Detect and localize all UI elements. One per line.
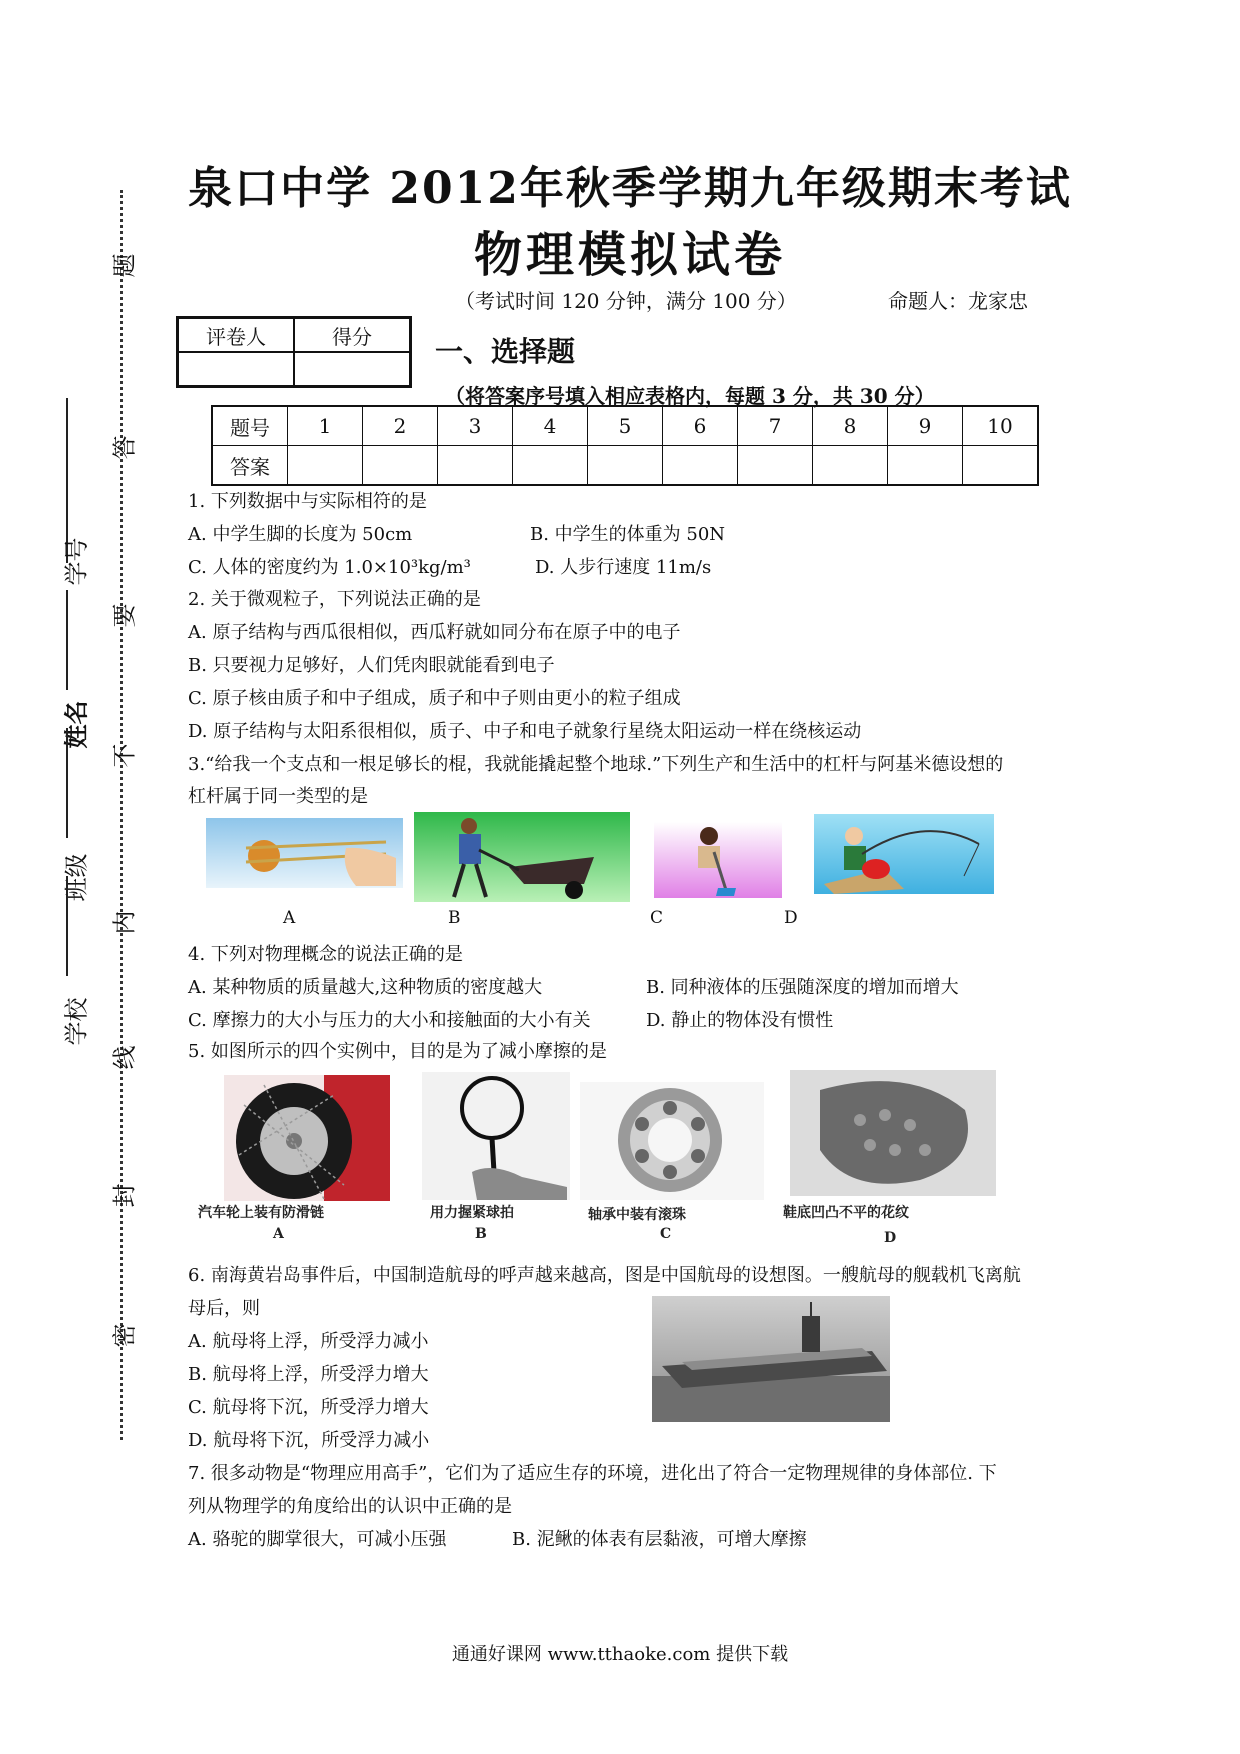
q5-label-d: D	[884, 1230, 897, 1246]
score-cell[interactable]	[294, 352, 411, 387]
score-col-label: 得分	[294, 318, 411, 353]
q4-option-a: A. 某种物质的质量越大,这种物质的密度越大	[188, 977, 543, 998]
q1-stem: 1. 下列数据中与实际相符的是	[188, 491, 427, 512]
binding-label-ti: 题	[110, 253, 139, 278]
exam-info: （考试时间 120 分钟，满分 100 分）	[455, 289, 797, 313]
answer-cell[interactable]	[888, 446, 963, 486]
q3-picture-d-fishing	[814, 814, 994, 894]
q4-option-c: C. 摩擦力的大小与压力的大小和接触面的大小有关	[188, 1010, 591, 1031]
name-line	[66, 590, 68, 690]
q1-option-c: C. 人体的密度约为 1.0×10³kg/m³	[188, 557, 471, 578]
answer-table	[211, 405, 1039, 486]
q1-option-d: D. 人步行速度 11m/s	[535, 557, 712, 578]
q3-label-a: A	[283, 908, 296, 928]
class-line	[66, 728, 68, 838]
school-label: 学校	[62, 997, 91, 1046]
q5-label-c: C	[660, 1226, 672, 1242]
binding-label-feng: 封	[110, 1183, 139, 1208]
binding-label-xian: 线	[110, 1045, 139, 1070]
q5-label-a: A	[273, 1226, 284, 1242]
q3-label-c: C	[650, 908, 664, 928]
q6-option-a: A. 航母将上浮，所受浮力减小	[188, 1331, 429, 1352]
q6-picture-aircraft-carrier	[652, 1296, 890, 1422]
q5-picture-a-tire-chain	[224, 1075, 390, 1201]
grader-cell[interactable]	[178, 352, 295, 387]
q1-option-b: B. 中学生的体重为 50N	[530, 524, 726, 545]
answer-cell[interactable]	[288, 446, 363, 486]
q6-stem-line2: 母后，则	[188, 1298, 260, 1319]
q5-picture-c-bearing	[580, 1082, 764, 1200]
binding-label-mi: 密	[110, 1323, 139, 1348]
question-number: 3	[438, 406, 513, 446]
q3-picture-b-wheelbarrow	[414, 812, 630, 902]
question-number: 9	[888, 406, 963, 446]
q6-option-c: C. 航母将下沉，所受浮力增大	[188, 1397, 429, 1418]
question-number: 6	[663, 406, 738, 446]
q5-label-b: B	[475, 1226, 487, 1242]
q6-stem-line1: 6. 南海黄岩岛事件后，中国制造航母的呼声越来越高，图是中国航母的设想图。一艘航母的舰载机飞离航	[188, 1265, 1021, 1286]
section-heading: 一、选择题	[435, 335, 576, 368]
q5-caption-c: 轴承中装有滚珠	[588, 1207, 686, 1223]
q1-option-a: A. 中学生脚的长度为 50cm	[188, 524, 413, 545]
grader-col-label: 评卷人	[178, 318, 295, 353]
question-number: 10	[963, 406, 1039, 446]
q2-stem: 2. 关于微观粒子，下列说法正确的是	[188, 589, 481, 610]
binding-label-nei: 内	[110, 910, 139, 935]
q3-stem-line1: 3.“给我一个支点和一根足够长的棍，我就能撬起整个地球.”下列生产和生活中的杠杆与阿基米德设想的	[188, 754, 1004, 775]
answer-cell[interactable]	[738, 446, 813, 486]
school-line	[66, 876, 68, 976]
question-number: 4	[513, 406, 588, 446]
answer-table-row2-label: 答案	[212, 446, 288, 486]
q6-option-d: D. 航母将下沉，所受浮力减小	[188, 1430, 430, 1451]
exam-author: 命题人：龙家忠	[888, 289, 1028, 313]
q2-option-c: C. 原子核由质子和中子组成，质子和中子则由更小的粒子组成	[188, 688, 681, 709]
binding-label-yao: 要	[110, 603, 139, 628]
student-id-label: 学号	[62, 537, 91, 586]
answer-cell[interactable]	[963, 446, 1039, 486]
class-label: 班级	[62, 853, 91, 902]
binding-dotted-line	[120, 190, 123, 1440]
answer-table-row1-label: 题号	[212, 406, 288, 446]
q6-option-b: B. 航母将上浮，所受浮力增大	[188, 1364, 429, 1385]
answer-cell[interactable]	[663, 446, 738, 486]
answer-cell[interactable]	[363, 446, 438, 486]
q5-stem: 5. 如图所示的四个实例中，目的是为了减小摩擦的是	[188, 1041, 607, 1062]
q5-picture-b-racket	[422, 1072, 570, 1200]
q5-picture-d-shoe-sole	[790, 1070, 996, 1196]
q7-option-a: A. 骆驼的脚掌很大，可减小压强	[188, 1529, 447, 1550]
question-number: 1	[288, 406, 363, 446]
question-number: 8	[813, 406, 888, 446]
answer-cell[interactable]	[513, 446, 588, 486]
answer-cell[interactable]	[813, 446, 888, 486]
answer-cell[interactable]	[438, 446, 513, 486]
grader-table	[176, 316, 412, 388]
q5-caption-d: 鞋底凹凸不平的花纹	[783, 1205, 909, 1221]
page-subtitle: 物理模拟试卷	[473, 227, 786, 283]
section-instruction: （将答案序号填入相应表格内，每题 3 分，共 30 分）	[445, 384, 935, 408]
q4-stem: 4. 下列对物理概念的说法正确的是	[188, 944, 463, 965]
q4-option-d: D. 静止的物体没有惯性	[646, 1010, 834, 1031]
q4-option-b: B. 同种液体的压强随深度的增加而增大	[646, 977, 959, 998]
q3-stem-line2: 杠杆属于同一类型的是	[188, 786, 368, 807]
question-number: 7	[738, 406, 813, 446]
q3-picture-c-broom	[654, 822, 782, 898]
binding-label-da: 答	[110, 435, 139, 460]
q7-stem-line2: 列从物理学的角度给出的认识中正确的是	[188, 1496, 512, 1517]
question-number: 2	[363, 406, 438, 446]
page-footer: 通通好课网 www.tthaoke.com 提供下载	[451, 1644, 789, 1665]
q3-picture-a-chopsticks	[206, 818, 403, 888]
binding-label-bu: 不	[110, 743, 139, 768]
q5-caption-a: 汽车轮上装有防滑链	[198, 1205, 324, 1221]
q3-label-d: D	[784, 908, 798, 928]
q2-option-b: B. 只要视力足够好，人们凭肉眼就能看到电子	[188, 655, 555, 676]
name-label: 姓名	[61, 700, 91, 749]
q5-caption-b: 用力握紧球拍	[430, 1205, 514, 1221]
q7-stem-line1: 7. 很多动物是“物理应用高手”，它们为了适应生存的环境，进化出了符合一定物理规律的身体部位. 下	[188, 1463, 997, 1484]
q7-option-b: B. 泥鳅的体表有层黏液，可增大摩擦	[512, 1529, 807, 1550]
q2-option-d: D. 原子结构与太阳系很相似，质子、中子和电子就象行星绕太阳运动一样在绕核运动	[188, 721, 862, 742]
q3-label-b: B	[448, 908, 461, 928]
answer-cell[interactable]	[588, 446, 663, 486]
question-number: 5	[588, 406, 663, 446]
q2-option-a: A. 原子结构与西瓜很相似，西瓜籽就如同分布在原子中的电子	[188, 622, 681, 643]
page-title: 泉口中学 2012年秋季学期九年级期末考试	[188, 163, 1072, 214]
